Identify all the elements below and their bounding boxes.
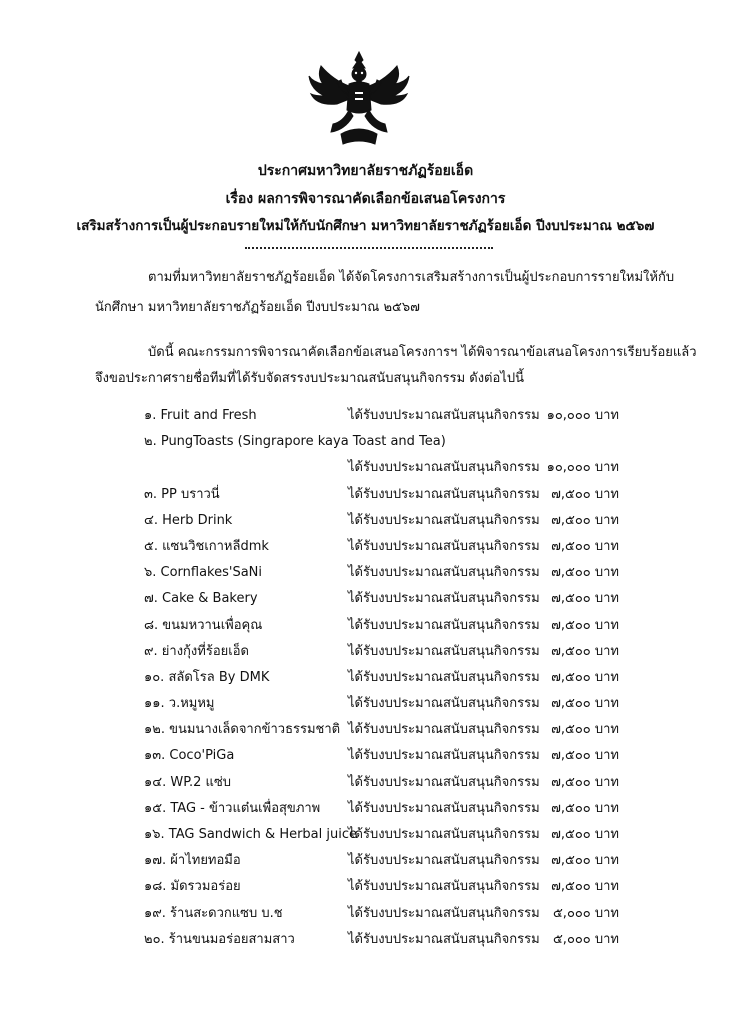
list-item [0, 398, 731, 424]
list-item [0, 581, 731, 607]
grant-amount: ๗,๕๐๐ บาท [551, 643, 619, 659]
team-name: ๑๔. WP.2 แซ่บ [144, 774, 232, 790]
grant-amount: ๗,๕๐๐ บาท [551, 565, 619, 581]
grant-amount: ๑๐,๐๐๐ บาท [546, 460, 619, 476]
list-item [0, 922, 731, 948]
list-item [0, 843, 731, 869]
list-item [0, 608, 731, 634]
list-item [0, 424, 731, 450]
team-name: ๘. ขนมหวานเพื่อคุณ [144, 617, 263, 633]
funded-teams-list [0, 398, 731, 948]
grant-label: ได้รับงบประมาณสนับสนุนกิจกรรม [348, 565, 540, 581]
grant-label: ได้รับงบประมาณสนับสนุนกิจกรรม [348, 748, 540, 764]
grant-label: ได้รับงบประมาณสนับสนุนกิจกรรม [348, 591, 540, 607]
team-name: ๑๘. มัดรวมอร่อย [144, 879, 241, 895]
grant-label: ได้รับงบประมาณสนับสนุนกิจกรรม [348, 486, 540, 502]
grant-amount: ๗,๕๐๐ บาท [551, 538, 619, 554]
grant-amount: ๗,๕๐๐ บาท [551, 827, 619, 842]
team-name: ๑๓. Coco'PiGa [144, 748, 235, 764]
team-name: ๑๒. ขนมนางเล็ดจากข้าวธรรมชาติ [144, 722, 341, 738]
grant-label: ได้รับงบประมาณสนับสนุนกิจกรรม [348, 512, 540, 528]
team-name: ๑๑. ว.หมูหมู [144, 696, 215, 712]
grant-label: ได้รับงบประมาณสนับสนุนกิจกรรม [348, 774, 540, 790]
grant-label: ได้รับงบประมาณสนับสนุนกิจกรรม [348, 538, 540, 554]
grant-label: ได้รับงบประมาณสนับสนุนกิจกรรม [348, 853, 540, 869]
announcement-subject: เรื่อง ผลการพิจารณาคัดเลือกข้อเสนอโครงการ [225, 191, 506, 207]
grant-amount: ๗,๕๐๐ บาท [551, 486, 619, 502]
grant-label: ได้รับงบประมาณสนับสนุนกิจกรรม [348, 722, 540, 738]
grant-amount: ๗,๕๐๐ บาท [551, 748, 619, 764]
team-name: ๕. แซนวิชเกาหลีdmk [144, 538, 269, 554]
grant-amount: ๗,๕๐๐ บาท [551, 853, 619, 869]
team-name: ๓. PP บราวนี่ [144, 486, 220, 502]
grant-label: ได้รับงบประมาณสนับสนุนกิจกรรม [348, 931, 540, 947]
grant-amount: ๕,๐๐๐ บาท [552, 931, 619, 947]
list-item [0, 712, 731, 738]
list-item [0, 660, 731, 686]
grant-amount: ๗,๕๐๐ บาท [551, 800, 619, 816]
team-name: ๔. Herb Drink [144, 512, 233, 528]
announcement-project-title: เสริมสร้างการเป็นผู้ประกอบรายใหม่ให้กับนักศึกษา มหาวิทยาลัยราชภัฏร้อยเอ็ด ปีงบประมาณ ๒๕๖๗ [76, 218, 655, 234]
list-item [0, 791, 731, 817]
team-name: ๙. ย่างกุ้งที่ร้อยเอ็ด [144, 643, 249, 659]
team-name: ๒๐. ร้านขนมอร่อยสามสาว [144, 931, 295, 947]
announcement-title: ประกาศมหาวิทยาลัยราชภัฏร้อยเอ็ด [257, 163, 474, 179]
list-item [0, 634, 731, 660]
intro-paragraph-line-1: ตามที่มหาวิทยาลัยราชภัฏร้อยเอ็ด ได้จัดโครงการเสริมสร้างการเป็นผู้ประกอบการรายใหม่ให้กับ [148, 270, 675, 285]
list-item [0, 555, 731, 581]
grant-label: ได้รับงบประมาณสนับสนุนกิจกรรม [348, 800, 540, 816]
team-name: ๑๖. TAG Sandwich & Herbal juice [144, 827, 358, 842]
list-item [0, 450, 731, 476]
grant-label: ได้รับงบประมาณสนับสนุนกิจกรรม [348, 460, 540, 476]
grant-label: ได้รับงบประมาณสนับสนุนกิจกรรม [348, 617, 540, 633]
grant-label: ได้รับงบประมาณสนับสนุนกิจกรรม [348, 696, 540, 712]
grant-label: ได้รับงบประมาณสนับสนุนกิจกรรม [348, 879, 540, 895]
grant-amount: ๗,๕๐๐ บาท [551, 696, 619, 712]
list-item [0, 869, 731, 895]
announcement-paragraph-line-1: บัดนี้ คณะกรรมการพิจารณาคัดเลือกข้อเสนอโครงการฯ ได้พิจารณาข้อเสนอโครงการเรียบร้อยแล้ว [148, 345, 697, 360]
grant-amount: ๗,๕๐๐ บาท [551, 774, 619, 790]
announcement-paragraph-line-2: จึงขอประกาศรายชื่อทีมที่ได้รับจัดสรรงบประมาณสนับสนุนกิจกรรม ดังต่อไปนี้ [95, 371, 524, 386]
list-item [0, 686, 731, 712]
team-name: ๑๕. TAG - ข้าวแต๋นเพื่อสุขภาพ [144, 800, 321, 816]
grant-label: ได้รับงบประมาณสนับสนุนกิจกรรม [348, 905, 540, 921]
list-item [0, 765, 731, 791]
team-name: ๑๙. ร้านสะดวกแซบ บ.ช [144, 905, 283, 921]
list-item [0, 529, 731, 555]
grant-label: ได้รับงบประมาณสนับสนุนกิจกรรม [348, 643, 540, 659]
grant-label: ได้รับงบประมาณสนับสนุนกิจกรรม [348, 669, 540, 685]
list-item [0, 817, 731, 843]
grant-amount: ๗,๕๐๐ บาท [551, 722, 619, 738]
team-name: ๑๗. ผ้าไทยทอมือ [144, 853, 241, 869]
team-name: ๗. Cake & Bakery [144, 591, 258, 607]
team-name: ๖. Cornflakes'SaNi [144, 565, 263, 581]
list-item [0, 503, 731, 529]
team-name: ๑๐. สลัดโรล By DMK [144, 669, 270, 685]
garuda-emblem-icon [303, 50, 415, 146]
grant-amount: ๗,๕๐๐ บาท [551, 879, 619, 895]
grant-amount: ๗,๕๐๐ บาท [551, 669, 619, 685]
list-item [0, 477, 731, 503]
grant-amount: ๑๐,๐๐๐ บาท [546, 408, 619, 423]
grant-amount: ๗,๕๐๐ บาท [551, 617, 619, 633]
grant-amount: ๕,๐๐๐ บาท [552, 905, 619, 921]
list-item [0, 738, 731, 764]
team-name: ๑. Fruit and Fresh [144, 408, 257, 423]
grant-label: ได้รับงบประมาณสนับสนุนกิจกรรม [348, 408, 540, 423]
grant-label: ได้รับงบประมาณสนับสนุนกิจกรรม [348, 827, 540, 842]
team-name: ๒. PungToasts (Singrapore kaya Toast and Tea) [144, 434, 446, 450]
dotted-divider [245, 247, 493, 249]
list-item [0, 896, 731, 922]
intro-paragraph-line-2: นักศึกษา มหาวิทยาลัยราชภัฏร้อยเอ็ด ปีงบประมาณ ๒๕๖๗ [95, 300, 420, 315]
grant-amount: ๗,๕๐๐ บาท [551, 591, 619, 607]
grant-amount: ๗,๕๐๐ บาท [551, 512, 619, 528]
